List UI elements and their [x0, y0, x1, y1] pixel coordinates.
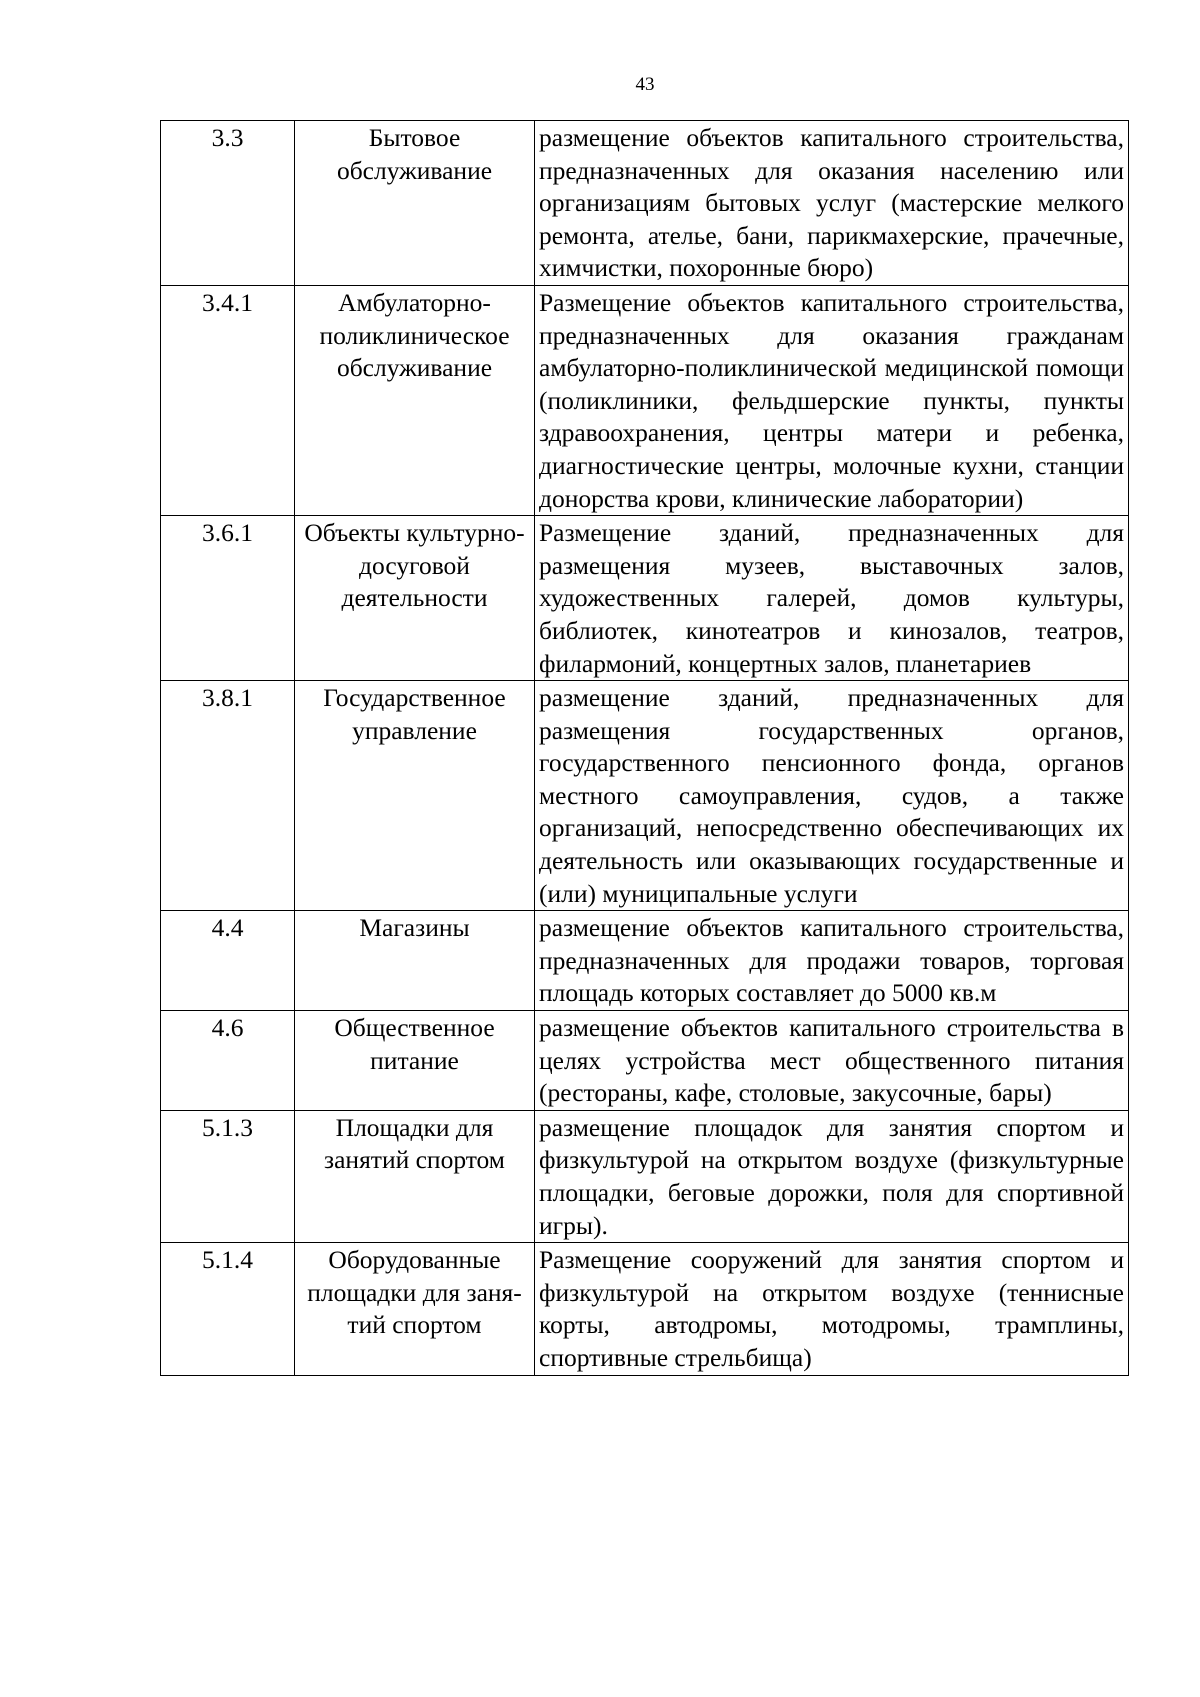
page-number: 43 [635, 74, 655, 95]
row-name: Площадки для занятий спортом [295, 1110, 535, 1242]
row-name: Магазины [295, 911, 535, 1011]
row-description: размещение объектов капитального строительства в целях устройства мест общественного питания (рестораны, кафе, столовые, закусочные, бары) [535, 1011, 1129, 1111]
table-row [161, 1243, 1129, 1375]
row-code: 4.4 [161, 911, 295, 1011]
row-code: 3.4.1 [161, 285, 295, 515]
row-description: размещение площадок для занятия спортом и физкультурой на открытом воздухе (физкультурные площадки, беговые дорожки, поля для спортивной игры). [535, 1110, 1129, 1242]
table-row [161, 285, 1129, 515]
row-name: Государственное управление [295, 681, 535, 911]
row-name: Амбулаторно-поликлиническое обслуживание [295, 285, 535, 515]
row-description: размещение зданий, предназначенных для размещения государственных органов, государственного пенсионного фонда, органов местного самоуправления, судов, а также организаций, непосредственно обеспечивающих их деятельность или оказывающих государственные и (или) муниципальные услуги [535, 681, 1129, 911]
row-description: Размещение объектов капитального строительства, предназначенных для оказания гражданам амбулаторно-поликлинической медицинской помощи (поликлиники, фельдшерские пункты, пункты здравоохранения, центры матери и ребенка, диагностические центры, молочные кухни, станции донорства крови, клинические лаборатории) [535, 285, 1129, 515]
row-name: Бытовое обслуживание [295, 121, 535, 286]
row-description: размещение объектов капитального строительства, предназначенных для оказания населению или организациям бытовых услуг (мастерские мелкого ремонта, ателье, бани, парикмахерские, прачечные, химчистки, похоронные бюро) [535, 121, 1129, 286]
table-row [161, 121, 1129, 286]
table-row [161, 516, 1129, 681]
row-code: 3.3 [161, 121, 295, 286]
row-name: Общественное питание [295, 1011, 535, 1111]
row-code: 4.6 [161, 1011, 295, 1111]
row-description: Размещение зданий, предназначенных для размещения музеев, выставочных залов, художественных галерей, домов культуры, библиотек, кинотеатров и кинозалов, театров, филармоний, концертных залов, планетариев [535, 516, 1129, 681]
row-description: размещение объектов капитального строительства, предназначенных для продажи товаров, торговая площадь которых составляет до 5000 кв.м [535, 911, 1129, 1011]
land-use-table [160, 120, 1129, 1376]
table-row [161, 681, 1129, 911]
row-code: 3.6.1 [161, 516, 295, 681]
table-row [161, 1110, 1129, 1242]
row-code: 5.1.3 [161, 1110, 295, 1242]
row-description: Размещение сооружений для занятия спортом и физкультурой на открытом воздухе (теннисные корты, автодромы, мотодромы, трамплины, спортивные стрельбища) [535, 1243, 1129, 1375]
table-row [161, 911, 1129, 1011]
row-name: Объекты культурно-досуговой деятельности [295, 516, 535, 681]
row-name: Оборудованные площадки для заня-тий спортом [295, 1243, 535, 1375]
table-row [161, 1011, 1129, 1111]
row-code: 5.1.4 [161, 1243, 295, 1375]
row-code: 3.8.1 [161, 681, 295, 911]
